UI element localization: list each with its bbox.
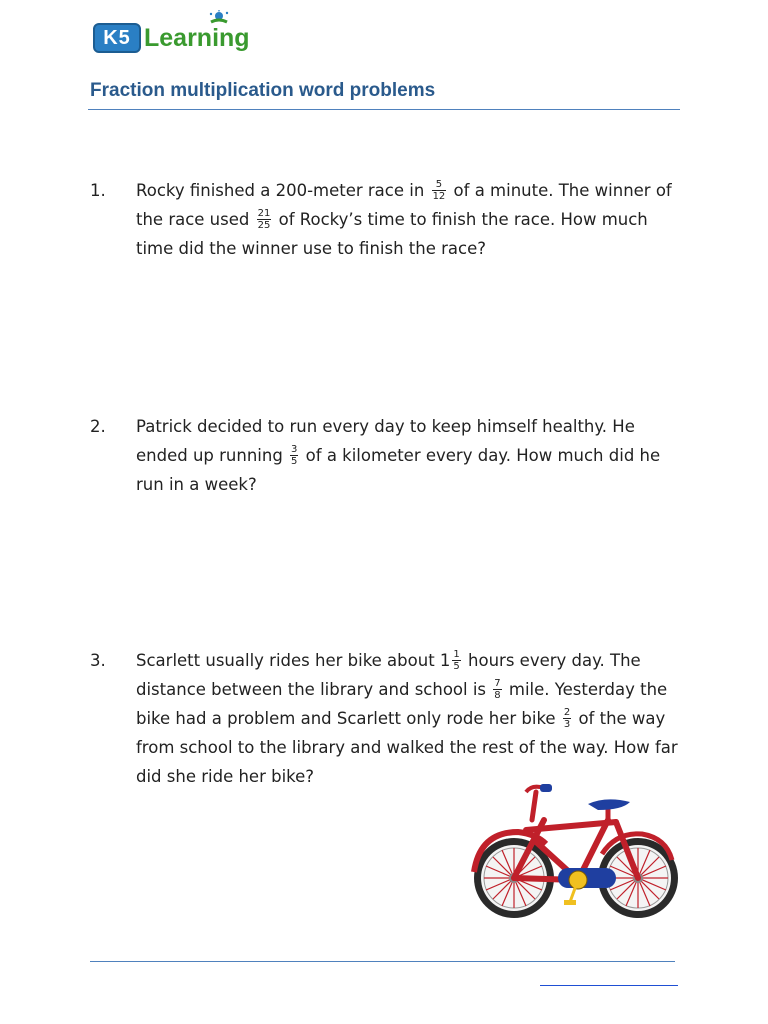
fraction-denominator: 12: [432, 191, 446, 202]
question-text-run: mile. Yesterday the bike had a problem and Scarlett only rode her bike: [136, 680, 668, 728]
logo-word-text: Learning: [144, 23, 250, 52]
fraction-numerator: 2: [563, 707, 571, 718]
question-text-run: of the way from school to the library and walked the rest of the way. How far did she ride her bike?: [136, 709, 678, 786]
fraction-numerator: 7: [494, 678, 501, 689]
fraction-denominator: 3: [563, 719, 571, 730]
fraction-numerator: 21: [257, 208, 271, 219]
fraction: [452, 649, 460, 672]
fraction: [432, 179, 447, 202]
logo-k5-badge: K5: [93, 23, 141, 53]
fraction: [257, 208, 272, 231]
fraction-denominator: 8: [494, 690, 501, 701]
question-number: 1.: [90, 181, 106, 200]
question-text: [136, 412, 681, 499]
question-text-run: Rocky finished a 200-meter race in: [136, 181, 430, 200]
question-text-run: Patrick decided to run every day to keep himself healthy. He ended up running: [136, 417, 635, 465]
fraction: [563, 707, 571, 730]
question-text-run: of a minute. The winner of the race used: [136, 181, 672, 229]
fraction: [290, 444, 298, 467]
logo-figure-icon: [208, 10, 230, 32]
question-text-run: of a kilometer every day. How much did he run in a week?: [136, 446, 661, 494]
fraction-denominator: 5: [453, 661, 460, 672]
question-text: [136, 646, 681, 791]
mixed-number-whole: 1: [439, 651, 451, 670]
question-text: [136, 176, 681, 263]
question-text-run: hours every day. The distance between the library and school is: [136, 651, 641, 699]
question-text-run: of Rocky’s time to finish the race. How much time did the winner use to finish the race?: [136, 210, 648, 258]
question-number: 3.: [90, 651, 106, 670]
page-title: Fraction multiplication word problems: [90, 80, 436, 101]
footer-divider: [90, 961, 675, 962]
fraction-numerator: 3: [291, 444, 298, 455]
logo-wordmark: [144, 24, 250, 53]
k5-learning-logo[interactable]: [93, 18, 250, 58]
title-divider: [88, 109, 680, 110]
fraction-numerator: 5: [435, 179, 443, 190]
question-number: 2.: [90, 417, 106, 436]
bicycle-illustration: [466, 780, 686, 930]
fraction-numerator: 1: [453, 649, 460, 660]
fraction-denominator: 25: [257, 220, 271, 231]
fraction: [493, 678, 501, 701]
footer-link[interactable]: [540, 985, 678, 986]
fraction-denominator: 5: [291, 456, 298, 467]
question-text-run: Scarlett usually rides her bike about: [136, 651, 440, 670]
